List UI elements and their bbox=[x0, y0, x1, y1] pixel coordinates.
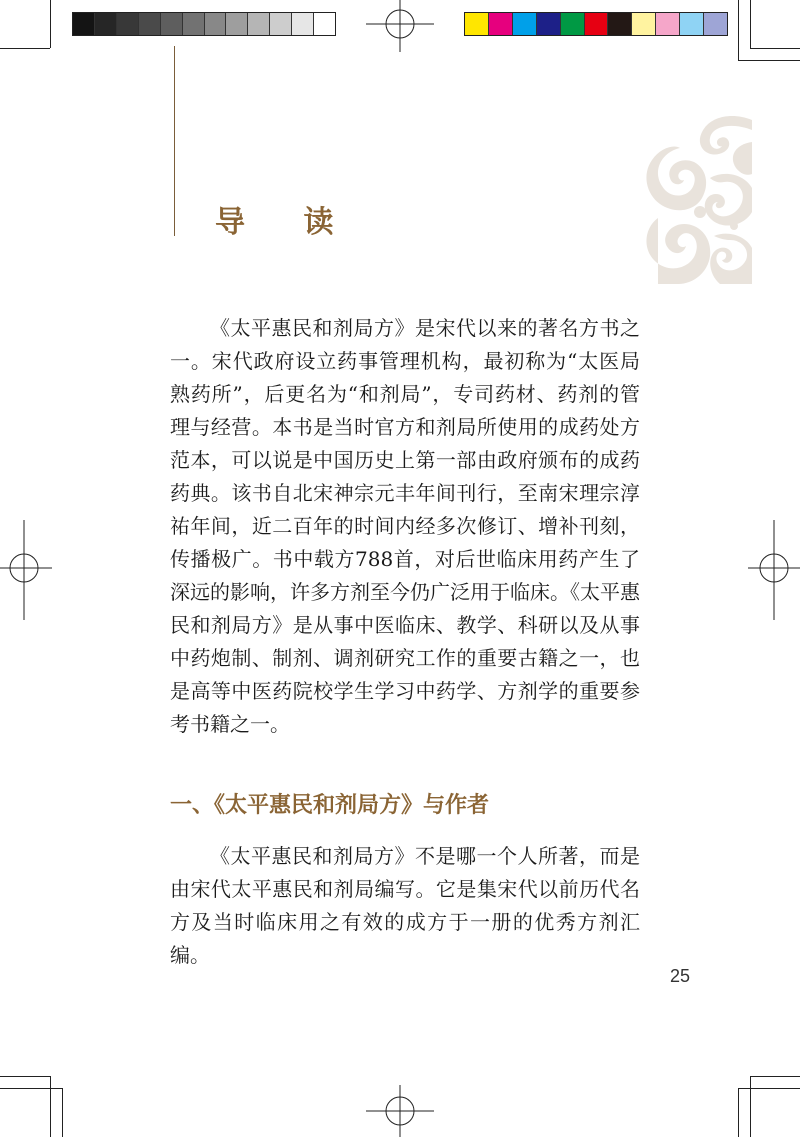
heading-rule bbox=[174, 46, 175, 236]
color-swatch bbox=[537, 13, 561, 35]
color-swatch bbox=[632, 13, 656, 35]
gray-swatch bbox=[314, 13, 335, 35]
color-swatch bbox=[513, 13, 537, 35]
color-swatch bbox=[489, 13, 513, 35]
section-heading: 一、《太平惠民和剂局方》与作者 bbox=[170, 792, 490, 818]
section-paragraph: 《太平惠民和剂局方》不是哪一个人所著，而是由宋代太平惠民和剂局编写。它是集宋代以前历代名方及当时临床用之有效的成方于一册的优秀方剂汇编。 bbox=[170, 844, 640, 967]
intro-paragraph: 《太平惠民和剂局方》是宋代以来的著名方书之一。宋代政府设立药事管理机构，最初称为“太医局熟药所”，后更名为“和剂局”，专司药材、药剂的管理与经营。本书是当时官方和剂局所使用的成药处方范本，可以说是中国历史上第一部由政府颁布的成药药典。该书自北宋神宗元丰年间刊行，至南宋理宗淳祐年间，近二百年的时间内经多次修订、增补刊刻，传播极广。书中载方788首，对后世临床用药产生了深远的影响，许多方剂至今仍广泛用于临床。《太平惠民和剂局方》是从事中医临床、教学、科研以及从事中药炮制、制剂、调剂研究工作的重要古籍之一，也是高等中医药院校学生学习中药学、方剂学的重要参考书籍之一。 bbox=[170, 316, 640, 736]
page-number: 25 bbox=[669, 966, 691, 986]
grayscale-calibration-bar bbox=[72, 12, 336, 36]
page-title: 导 读 bbox=[215, 205, 358, 240]
registration-mark-top-icon bbox=[366, 0, 434, 52]
gray-swatch bbox=[226, 13, 248, 35]
gray-swatch bbox=[292, 13, 314, 35]
gray-swatch bbox=[270, 13, 292, 35]
color-swatch bbox=[704, 13, 727, 35]
registration-mark-left-icon bbox=[0, 520, 52, 620]
gray-swatch bbox=[248, 13, 270, 35]
gray-swatch bbox=[139, 13, 161, 35]
gray-swatch bbox=[161, 13, 183, 35]
color-swatch bbox=[561, 13, 585, 35]
color-swatch bbox=[656, 13, 680, 35]
gray-swatch bbox=[205, 13, 227, 35]
color-swatch bbox=[465, 13, 489, 35]
gray-swatch bbox=[117, 13, 139, 35]
registration-mark-bottom-icon bbox=[366, 1085, 434, 1137]
cloud-ornament-icon bbox=[640, 108, 752, 288]
color-calibration-bar bbox=[464, 12, 728, 36]
gray-swatch bbox=[95, 13, 117, 35]
registration-mark-right-icon bbox=[748, 520, 800, 620]
color-swatch bbox=[585, 13, 609, 35]
color-swatch bbox=[608, 13, 632, 35]
gray-swatch bbox=[73, 13, 95, 35]
gray-swatch bbox=[183, 13, 205, 35]
color-swatch bbox=[680, 13, 704, 35]
